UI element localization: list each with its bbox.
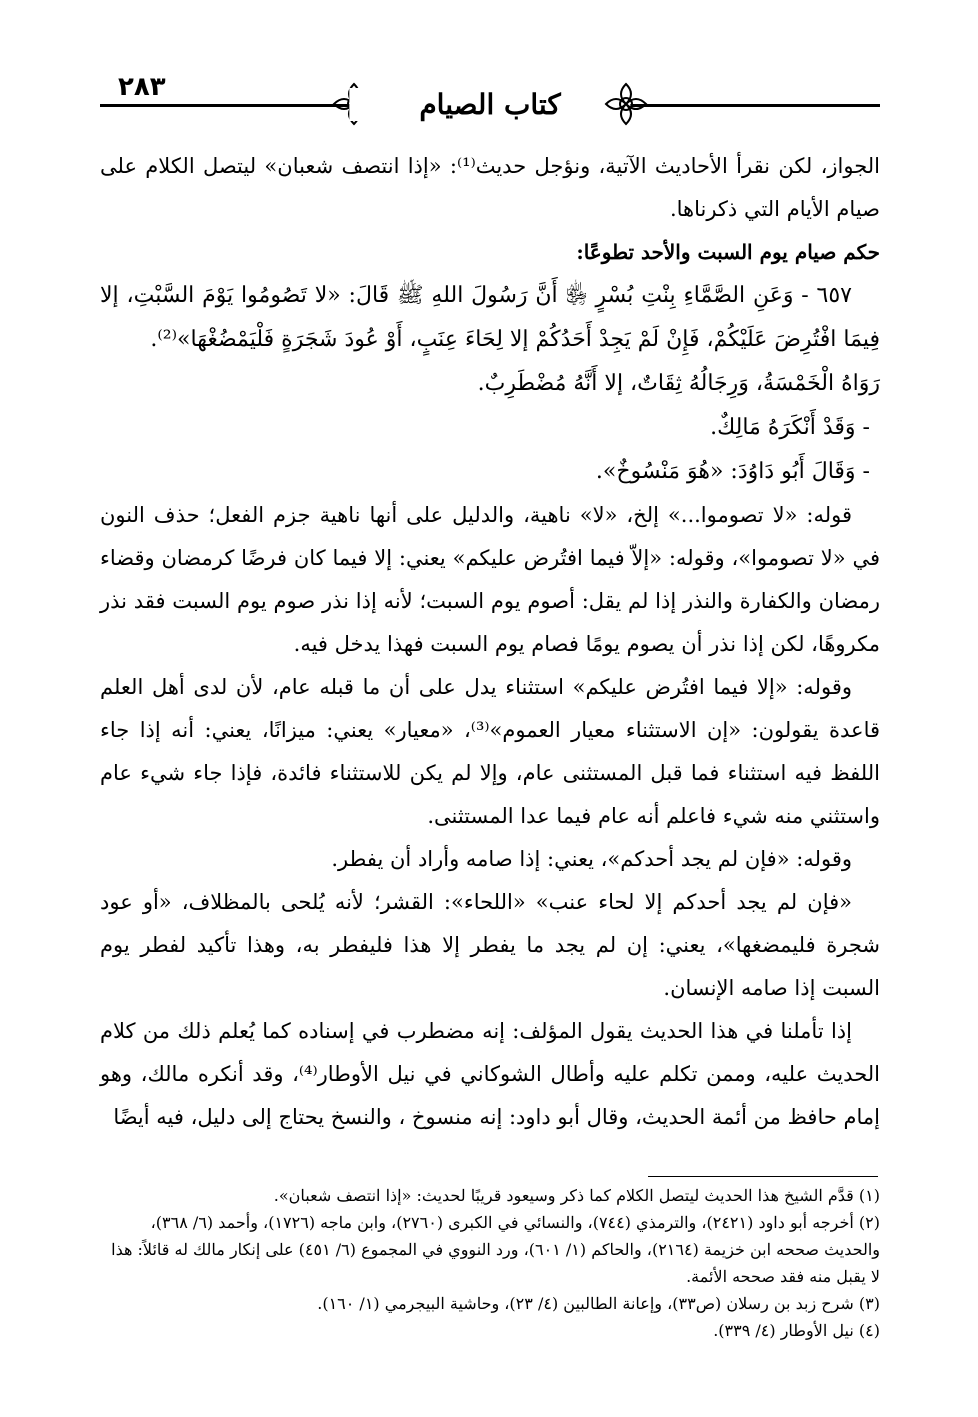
page-number: ٢٨٣ (118, 72, 166, 102)
footnote-2: (٢) أخرجه أبو داود (٢٤٢١)، والترمذي (٧٤٤)، والنسائي في الكبرى (٢٧٦٠)، وابن ماجه (١٧٢٦)، وأحمد (٦/ ٣٦٨)، والحديث صححه ابن خزيمة (٢١٦٤)، والحاكم (١/ ٦٠١)، ورد النووي في المجموع (٦/ ٤٥١) على إنكار مالك له قائلاً: هذا لا يقبل منه فقد صححه الأئمة. (111, 1213, 880, 1286)
paragraph-intro: الجواز، لكن نقرأ الأحاديث الآتية، ونؤجل حديث⁽¹⁾: «إذا انتصف شعبان» ليتصل الكلام على صيام الأيام التي ذكرناها. (100, 154, 881, 221)
riwaya-line: رَوَاهُ الْخَمْسَةُ، وَرِجَالُهُ ثِقَاتٌ، إلا أَنَّهُ مُضْطَرِبٌ. (477, 371, 880, 396)
footnote-3: (٣) شرح زبد بن رسلان (ص٣٣)، وإعانة الطالبين (٤/ ٢٣)، وحاشية البيجرمي (١/ ١٦٠). (317, 1294, 880, 1313)
ornament-right-icon (602, 80, 650, 128)
paragraph-explanation-4: «فإن لم يجد أحدكم إلا لحاء عنب» «اللحاء»: القشر؛ لأنه يُلحى بالمظلاف، «أو عود شجرة فليمضغها»، يعني: إن لم يجد ما يفطر إلا هذا فليفطر به، وهذا تأكيد لفطر يوم السبت إذا صامه الإنسان. (100, 890, 880, 1000)
book-title: كتاب الصيام (349, 88, 630, 121)
paragraph-explanation-5: إذا تأملنا في هذا الحديث يقول المؤلف: إنه مضطرب في إسناده كما يُعلم ذلك من كلام الحديث عليه، وممن تكلم عليه وأطال الشوكاني في نيل الأوطار⁽⁴⁾، وقد أنكره مالك، وهو إمام حافظ من أئمة الحديث، وقال أبو داود: إنه منسوخ ، والنسخ يحتاج إلى دليل، فيه أيضًا (100, 1019, 880, 1129)
paragraph-explanation-2: وقوله: «إلا فيما افتُرض عليكم» استثناء يدل على أن ما قبله عام، لأن لدى أهل العلم قاعدة يقولون: «إن الاستثناء معيار العموم»⁽³⁾، «معيار» يعني: ميزانًا، يعني: أنه إذا جاء اللفظ فيه استثناء فما قبل المستثنى عام، وإلا لم يكن للاستثناء فائدة، فإذا جاء شيء عام واستثني منه شيء فاعلم أنه عام فيما عدا المستثنى. (100, 675, 881, 828)
main-text (100, 145, 880, 1139)
sub-note-abudawud: - وَقَالَ أَبُو دَاوُدَ: «هُوَ مَنْسُوخٌ». (595, 459, 870, 484)
paragraph-explanation-3: وقوله: «فإن لم يجد أحدكم»، يعني: إذا صامه وأراد أن يفطر. (331, 847, 852, 871)
footnote-1: (١) قدَّم الشيخ هذا الحديث ليتصل الكلام كما ذكر وسيعود قريبًا لحديث: «إذا انتصف شعبان». (273, 1186, 880, 1205)
hadith-text: ٦٥٧ - وَعَنِ الصَّمَّاءِ بِنْتِ بُسْرٍ ﵂ أَنَّ رَسُولَ اللهِ ﷺ قَالَ: «لا تَصُومُوا يَوْمَ السَّبْتِ، إلا فِيمَا افْتُرِضَ عَلَيْكُمْ، فَإِنْ لَمْ يَجِدْ أَحَدُكُمْ إلا لِحَاءَ عِنَبٍ، أَوْ عُودَ شَجَرَةٍ فَلْيَمْضُغْهَا»⁽²⁾. (100, 283, 880, 352)
sub-note-malik: - وَقَدْ أَنْكَرَهُ مَالِكٌ. (710, 415, 870, 440)
paragraph-explanation-1: قوله: «لا تصوموا...» إلخ، «لا» ناهية، والدليل على أنها ناهية جزم الفعل؛ حذف النون في «لا تصوموا»، وقوله: «إلاّ فيما افتُرض عليكم» يعني: إلا فيما كان فرضًا كرمضان وقضاء رمضان والكفارة والنذر إذا لم يقل: أصوم يوم السبت؛ لأنه إذا نذر صوم يوم السبت فقد نذر مكروهًا، لكن إذا نذر أن يصوم يومًا فصام يوم السبت فهذا يدخل فيه. (100, 503, 880, 656)
footnote-divider (648, 1176, 878, 1177)
footnotes (100, 1182, 880, 1344)
footnote-4: (٤) نيل الأوطار (٤/ ٣٣٩). (713, 1321, 880, 1340)
section-heading: حكم صيام يوم السبت والأحد تطوعًا: (576, 240, 880, 264)
page-header (100, 70, 880, 130)
